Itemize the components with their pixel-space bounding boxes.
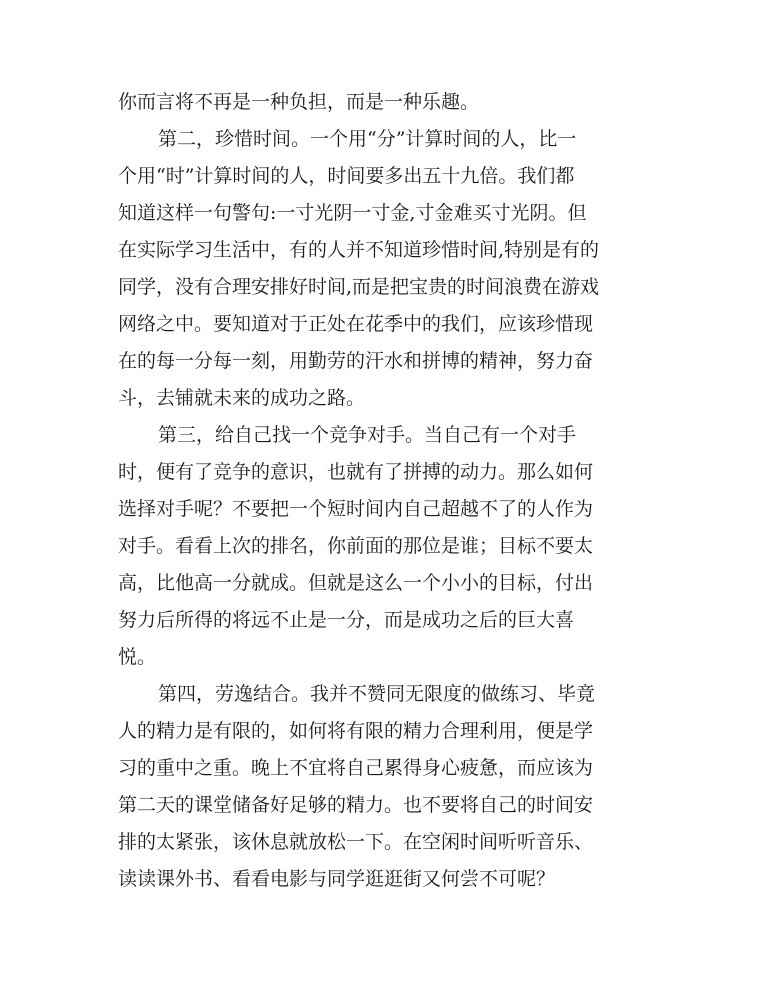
text-line: 高，比他高一分就成。但就是这么一个小小的目标，付出: [118, 572, 594, 594]
text-line: 第二天的课堂储备好足够的精力。也不要将自己的时间安: [118, 794, 594, 816]
text-line: 对手。看看上次的排名，你前面的那位是谁；目标不要太: [118, 535, 594, 557]
text-line: 悦。: [118, 646, 157, 668]
text-line: 时，便有了竞争的意识，也就有了拼搏的动力。那么如何: [118, 461, 594, 483]
text-line: 个用“时”计算时间的人，时间要多出五十九倍。我们都: [118, 165, 575, 187]
text-line: 排的太紧张，该休息就放松一下。在空闲时间听听音乐、: [118, 831, 594, 853]
document-body: [118, 84, 648, 898]
text-line: 在的每一分每一刻，用勤劳的汗水和拼博的精神，努力奋: [118, 350, 594, 372]
text-line: 读读课外书、看看电影与同学逛逛街又何尝不可呢？: [118, 868, 556, 890]
text-line: 第四，劳逸结合。我并不赞同无限度的做练习、毕竟: [158, 683, 596, 705]
text-line: 第三，给自己找一个竞争对手。当自己有一个对手: [158, 424, 577, 446]
text-line: 努力后所得的将远不止是一分，而是成功之后的巨大喜: [118, 609, 575, 631]
text-line: 在实际学习生活中，有的人并不知道珍惜时间,特别是有的: [118, 239, 600, 261]
text-line: 选择对手呢？不要把一个短时间内自己超越不了的人作为: [118, 498, 594, 520]
text-line: 知道这样一句警句:一寸光阴一寸金,寸金难买寸光阴。但: [118, 202, 587, 224]
text-line: 习的重中之重。晚上不宜将自己累得身心疲惫，而应该为: [118, 757, 594, 779]
text-line: 你而言将不再是一种负担，而是一种乐趣。: [118, 91, 480, 113]
text-line: 人的精力是有限的，如何将有限的精力合理利用，便是学: [118, 720, 594, 742]
text-line: 第二，珍惜时间。一个用“分”计算时间的人，比一: [158, 128, 577, 150]
text-line: 网络之中。要知道对于正处在花季中的我们，应该珍惜现: [118, 313, 594, 335]
text-line: 斗，去铺就未来的成功之路。: [118, 387, 366, 409]
text-line: 同学，没有合理安排好时间,而是把宝贵的时间浪费在游戏: [118, 276, 600, 298]
